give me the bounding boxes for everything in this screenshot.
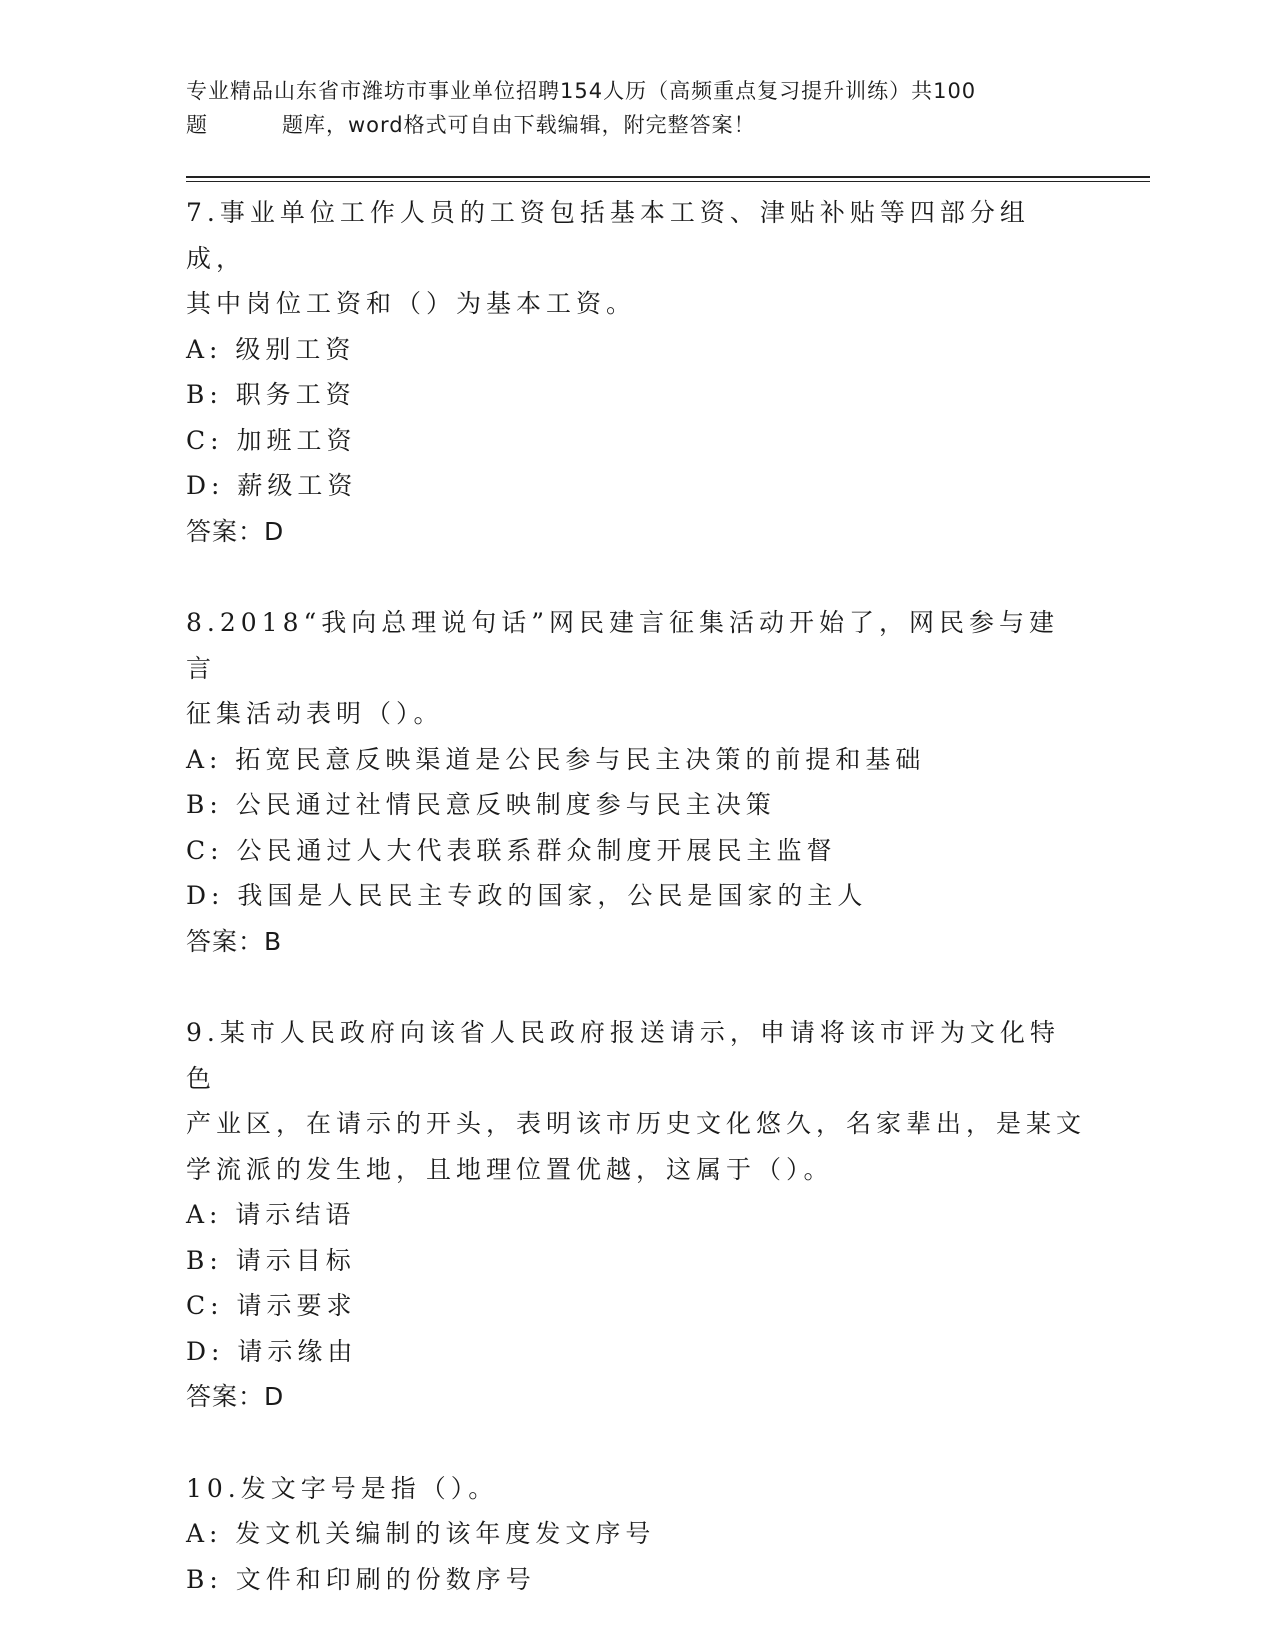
- question-block: [186, 600, 1086, 964]
- header-line-1: 专业精品山东省市潍坊市事业单位招聘154人历（高频重点复习提升训练）共100: [186, 79, 977, 103]
- answer-line: 答案：D: [186, 516, 285, 546]
- question-stem-line: 9.某市人民政府向该省人民政府报送请示，申请将该市评为文化特色: [186, 1018, 1060, 1093]
- question-stem-line: 10.发文字号是指（）。: [186, 1473, 499, 1503]
- question-block: [186, 1466, 1086, 1603]
- question-stem-line: 产业区，在请示的开头，表明该市历史文化悠久，名家辈出，是某文: [186, 1109, 1087, 1138]
- option-a: A: 级别工资: [186, 334, 356, 364]
- question-stem-line: 征集活动表明（）。: [186, 699, 444, 728]
- question-stem-line: 其中岗位工资和（）为基本工资。: [186, 289, 637, 318]
- question-block: [186, 190, 1086, 554]
- question-stem-line: 8.2018“我向总理说句话”网民建言征集活动开始了，网民参与建言: [186, 608, 1060, 683]
- option-a: A: 拓宽民意反映渠道是公民参与民主决策的前提和基础: [186, 744, 926, 774]
- question-stem-line: 学流派的发生地，且地理位置优越，这属于（）。: [186, 1154, 834, 1184]
- header-line-2-end: 题库，word格式可自由下载编辑，附完整答案！: [282, 113, 756, 137]
- header-line-2-start: 题: [186, 113, 208, 137]
- answer-line: 答案：D: [186, 1382, 285, 1411]
- option-b: B: 公民通过社情民意反映制度参与民主决策: [186, 790, 776, 819]
- option-a: A: 发文机关编制的该年度发文序号: [186, 1519, 656, 1548]
- header-line-2: [186, 108, 1086, 142]
- document-header: [186, 74, 1086, 142]
- option-c: C: 请示要求: [186, 1291, 357, 1320]
- option-a: A: 请示结语: [186, 1200, 356, 1229]
- question-stem-line: 7.事业单位工作人员的工资包括基本工资、津贴补贴等四部分组成，: [186, 198, 1030, 273]
- question-block: [186, 1010, 1086, 1420]
- header-rule-thin: [186, 181, 1150, 182]
- option-b: B: 职务工资: [186, 380, 356, 409]
- answer-line: 答案：B: [186, 926, 283, 956]
- header-rule-thick: [186, 176, 1150, 178]
- option-c: C: 公民通过人大代表联系群众制度开展民主监督: [186, 835, 837, 865]
- option-d: D: 请示缘由: [186, 1336, 358, 1366]
- option-d: D: 我国是人民民主专政的国家，公民是国家的主人: [186, 881, 868, 910]
- option-b: B: 文件和印刷的份数序号: [186, 1564, 536, 1594]
- option-b: B: 请示目标: [186, 1245, 356, 1275]
- option-d: D: 薪级工资: [186, 471, 358, 500]
- option-c: C: 加班工资: [186, 425, 357, 455]
- question-list: [186, 190, 1086, 1602]
